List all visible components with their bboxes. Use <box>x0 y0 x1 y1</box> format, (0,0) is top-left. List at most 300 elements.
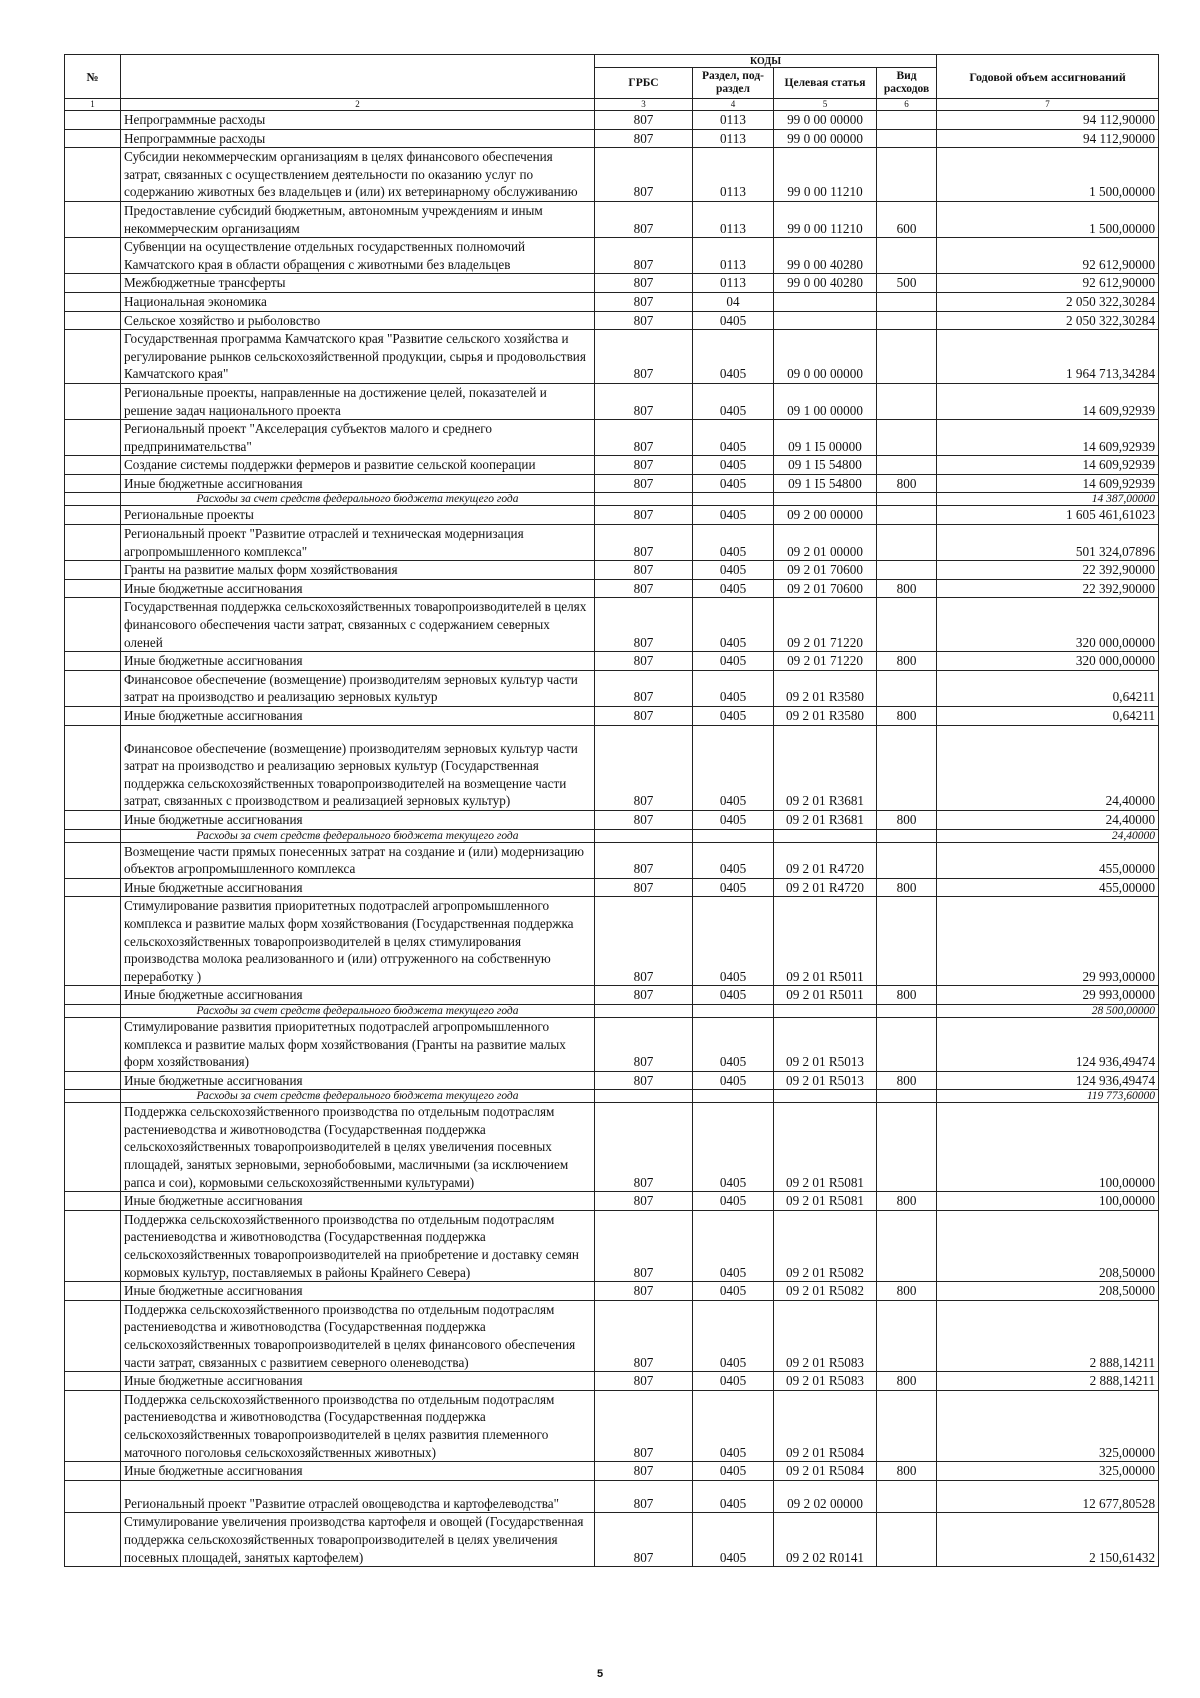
expense-kind-cell <box>877 111 937 130</box>
expense-kind-cell: 800 <box>877 579 937 598</box>
expense-kind-cell <box>877 897 937 986</box>
table-row <box>65 1300 1159 1371</box>
expense-kind-cell: 800 <box>877 810 937 829</box>
amount-cell: 100,00000 <box>937 1103 1159 1192</box>
grbs-cell: 807 <box>595 506 693 525</box>
federal-budget-subrow <box>65 493 1159 506</box>
expense-kind-cell: 800 <box>877 878 937 897</box>
num-cell <box>65 707 121 726</box>
expense-name-cell: Расходы за счет средств федерального бюджета текущего года <box>121 493 595 506</box>
col-header-grbs: ГРБС <box>595 68 693 99</box>
expense-name-cell: Иные бюджетные ассигнования <box>121 707 595 726</box>
num-cell <box>65 383 121 419</box>
expense-name-cell: Национальная экономика <box>121 292 595 311</box>
col-number: 5 <box>774 99 877 111</box>
expense-kind-cell <box>877 383 937 419</box>
num-cell <box>65 1192 121 1211</box>
expense-name-cell: Расходы за счет средств федерального бюджета текущего года <box>121 1090 595 1103</box>
expense-name-cell: Региональные проекты, направленные на достижение целей, показателей и решение задач национального проекта <box>121 383 595 419</box>
article-cell: 09 2 01 R4720 <box>774 878 877 897</box>
grbs-cell: 807 <box>595 383 693 419</box>
amount-cell: 14 609,92939 <box>937 474 1159 493</box>
article-cell: 09 2 02 00000 <box>774 1480 877 1513</box>
article-cell <box>774 829 877 842</box>
col-number: 6 <box>877 99 937 111</box>
article-cell: 09 1 I5 00000 <box>774 420 877 456</box>
section-cell: 0113 <box>693 238 774 274</box>
amount-cell: 1 605 461,61023 <box>937 506 1159 525</box>
section-cell: 0405 <box>693 579 774 598</box>
expense-name-cell: Субсидии некоммерческим организациям в целях финансового обеспечения затрат, связанных с осуществлением деятельности по оказанию услуг по содержанию животных без владельцев и (или) их ветеринарному обслуживанию <box>121 148 595 202</box>
grbs-cell: 807 <box>595 598 693 652</box>
expense-name-cell: Государственная программа Камчатского края "Развитие сельского хозяйства и регулирование рынков сельскохозяйственной продукции, сырья и продовольствия Камчатского края" <box>121 330 595 384</box>
expense-name-cell: Гранты на развитие малых форм хозяйствования <box>121 561 595 580</box>
table-row <box>65 1390 1159 1461</box>
num-cell <box>65 474 121 493</box>
section-cell: 04 <box>693 292 774 311</box>
amount-cell: 455,00000 <box>937 842 1159 878</box>
table-row <box>65 878 1159 897</box>
section-cell: 0405 <box>693 1300 774 1371</box>
article-cell: 09 2 01 R4720 <box>774 842 877 878</box>
grbs-cell: 807 <box>595 148 693 202</box>
num-cell <box>65 561 121 580</box>
expense-name-cell: Поддержка сельскохозяйственного производства по отдельным подотраслям растениеводства и животноводства (Государственная поддержка сельскохозяйственных товаропроизводителей в целях финансового обеспечения части затрат, связанных с развитием северного оленеводства) <box>121 1300 595 1371</box>
table-row <box>65 1210 1159 1281</box>
expense-name-cell: Иные бюджетные ассигнования <box>121 474 595 493</box>
expense-kind-cell: 800 <box>877 652 937 671</box>
expense-name-cell: Стимулирование развития приоритетных подотраслей агропромышленного комплекса и развитие малых форм хозяйствования (Гранты на развитие малых форм хозяйствования) <box>121 1017 595 1071</box>
expense-name-cell: Субвенции на осуществление отдельных государственных полномочий Камчатского края в области обращения с животными без владельцев <box>121 238 595 274</box>
article-cell: 09 2 01 R3681 <box>774 810 877 829</box>
expense-name-cell: Предоставление субсидий бюджетным, автономным учреждениям и иным некоммерческим организациям <box>121 201 595 237</box>
amount-cell: 2 888,14211 <box>937 1372 1159 1391</box>
section-cell: 0405 <box>693 383 774 419</box>
table-body <box>65 111 1159 1567</box>
amount-cell: 94 112,90000 <box>937 129 1159 148</box>
article-cell: 09 2 01 R5083 <box>774 1300 877 1371</box>
col-header-volume: Годовой объем ассигнований <box>937 55 1159 99</box>
section-cell: 0405 <box>693 1462 774 1481</box>
col-number: 1 <box>65 99 121 111</box>
table-row <box>65 1017 1159 1071</box>
grbs-cell: 807 <box>595 238 693 274</box>
section-cell: 0113 <box>693 148 774 202</box>
federal-budget-subrow <box>65 829 1159 842</box>
table-row <box>65 725 1159 810</box>
expense-name-cell: Региональные проекты <box>121 506 595 525</box>
table-row <box>65 525 1159 561</box>
amount-cell: 24,40000 <box>937 725 1159 810</box>
grbs-cell: 807 <box>595 201 693 237</box>
budget-table-sheet <box>64 54 1158 1567</box>
section-cell: 0405 <box>693 561 774 580</box>
article-cell: 09 0 00 00000 <box>774 330 877 384</box>
col-header-section: Раздел, под-раздел <box>693 68 774 99</box>
table-row <box>65 292 1159 311</box>
article-cell: 09 2 01 R3580 <box>774 670 877 706</box>
amount-cell: 2 888,14211 <box>937 1300 1159 1371</box>
section-cell: 0405 <box>693 1192 774 1211</box>
section-cell: 0405 <box>693 810 774 829</box>
expense-name-cell: Непрограммные расходы <box>121 111 595 130</box>
num-cell <box>65 238 121 274</box>
expense-name-cell: Возмещение части прямых понесенных затрат на создание и (или) модернизацию объектов агропромышленного комплекса <box>121 842 595 878</box>
expense-kind-cell <box>877 1004 937 1017</box>
expense-kind-cell <box>877 420 937 456</box>
amount-cell: 2 050 322,30284 <box>937 292 1159 311</box>
grbs-cell: 807 <box>595 456 693 475</box>
grbs-cell: 807 <box>595 1071 693 1090</box>
num-cell <box>65 456 121 475</box>
article-cell <box>774 1090 877 1103</box>
num-cell <box>65 201 121 237</box>
table-row <box>65 1282 1159 1301</box>
expense-kind-cell: 800 <box>877 1192 937 1211</box>
expense-kind-cell <box>877 1300 937 1371</box>
table-row <box>65 707 1159 726</box>
num-cell <box>65 129 121 148</box>
table-row <box>65 420 1159 456</box>
num-cell <box>65 670 121 706</box>
table-row <box>65 842 1159 878</box>
section-cell: 0405 <box>693 456 774 475</box>
col-header-num: № <box>65 55 121 99</box>
expense-name-cell: Иные бюджетные ассигнования <box>121 1071 595 1090</box>
grbs-cell: 807 <box>595 474 693 493</box>
amount-cell: 208,50000 <box>937 1210 1159 1281</box>
section-cell: 0113 <box>693 201 774 237</box>
expense-kind-cell <box>877 1513 937 1567</box>
num-cell <box>65 274 121 293</box>
amount-cell: 124 936,49474 <box>937 1071 1159 1090</box>
expense-name-cell: Региональный проект "Развитие отраслей овощеводства и картофелеводства" <box>121 1480 595 1513</box>
expense-name-cell: Поддержка сельскохозяйственного производства по отдельным подотраслям растениеводства и животноводства (Государственная поддержка сельскохозяйственных товаропроизводителей в целях развития племенного маточного поголовья сельскохозяйственных животных) <box>121 1390 595 1461</box>
expense-kind-cell: 800 <box>877 1282 937 1301</box>
grbs-cell: 807 <box>595 1300 693 1371</box>
section-cell: 0113 <box>693 274 774 293</box>
col-header-name <box>121 55 595 99</box>
num-cell <box>65 598 121 652</box>
amount-cell: 0,64211 <box>937 670 1159 706</box>
num-cell <box>65 1513 121 1567</box>
grbs-cell: 807 <box>595 810 693 829</box>
expense-name-cell: Расходы за счет средств федерального бюджета текущего года <box>121 1004 595 1017</box>
amount-cell: 24,40000 <box>937 829 1159 842</box>
expense-name-cell: Поддержка сельскохозяйственного производства по отдельным подотраслям растениеводства и животноводства (Государственная поддержка сельскохозяйственных товаропроизводителей на приобретение и доставку семян кормовых культур, поставляемых в районы Крайнего Севера) <box>121 1210 595 1281</box>
article-cell: 09 2 01 00000 <box>774 525 877 561</box>
amount-cell: 94 112,90000 <box>937 111 1159 130</box>
amount-cell: 320 000,00000 <box>937 652 1159 671</box>
expense-kind-cell <box>877 493 937 506</box>
table-row <box>65 1071 1159 1090</box>
table-row <box>65 1462 1159 1481</box>
article-cell: 09 2 01 R5084 <box>774 1390 877 1461</box>
num-cell <box>65 1282 121 1301</box>
expense-kind-cell <box>877 525 937 561</box>
section-cell: 0405 <box>693 842 774 878</box>
num-cell <box>65 1090 121 1103</box>
section-cell: 0113 <box>693 129 774 148</box>
amount-cell: 2 050 322,30284 <box>937 311 1159 330</box>
num-cell <box>65 420 121 456</box>
table-row <box>65 111 1159 130</box>
article-cell: 09 2 01 R5082 <box>774 1210 877 1281</box>
table-row <box>65 274 1159 293</box>
amount-cell: 320 000,00000 <box>937 598 1159 652</box>
amount-cell: 92 612,90000 <box>937 274 1159 293</box>
table-row <box>65 238 1159 274</box>
amount-cell: 0,64211 <box>937 707 1159 726</box>
expense-kind-cell <box>877 1103 937 1192</box>
num-cell <box>65 1004 121 1017</box>
grbs-cell: 807 <box>595 1462 693 1481</box>
expense-kind-cell: 800 <box>877 474 937 493</box>
table-row <box>65 561 1159 580</box>
grbs-cell <box>595 829 693 842</box>
grbs-cell: 807 <box>595 1103 693 1192</box>
table-row <box>65 897 1159 986</box>
grbs-cell: 807 <box>595 1513 693 1567</box>
table-row <box>65 311 1159 330</box>
table-row <box>65 1480 1159 1513</box>
table-row <box>65 670 1159 706</box>
col-header-article: Целевая статья <box>774 68 877 99</box>
amount-cell: 124 936,49474 <box>937 1017 1159 1071</box>
amount-cell: 22 392,90000 <box>937 579 1159 598</box>
expense-name-cell: Иные бюджетные ассигнования <box>121 986 595 1005</box>
amount-cell: 119 773,60000 <box>937 1090 1159 1103</box>
amount-cell: 455,00000 <box>937 878 1159 897</box>
expense-kind-cell <box>877 311 937 330</box>
expense-name-cell: Расходы за счет средств федерального бюджета текущего года <box>121 829 595 842</box>
grbs-cell: 807 <box>595 1192 693 1211</box>
section-cell: 0405 <box>693 506 774 525</box>
section-cell: 0405 <box>693 598 774 652</box>
expense-kind-cell <box>877 829 937 842</box>
section-cell <box>693 493 774 506</box>
article-cell: 09 2 01 71220 <box>774 598 877 652</box>
expense-name-cell: Иные бюджетные ассигнования <box>121 579 595 598</box>
grbs-cell <box>595 1090 693 1103</box>
article-cell: 09 2 01 R5013 <box>774 1017 877 1071</box>
amount-cell: 2 150,61432 <box>937 1513 1159 1567</box>
article-cell: 09 2 01 R5013 <box>774 1071 877 1090</box>
amount-cell: 14 609,92939 <box>937 383 1159 419</box>
expense-name-cell: Иные бюджетные ассигнования <box>121 1372 595 1391</box>
article-cell: 99 0 00 00000 <box>774 111 877 130</box>
grbs-cell: 807 <box>595 707 693 726</box>
article-cell: 99 0 00 40280 <box>774 238 877 274</box>
amount-cell: 325,00000 <box>937 1462 1159 1481</box>
expense-kind-cell: 600 <box>877 201 937 237</box>
num-cell <box>65 493 121 506</box>
expense-kind-cell: 800 <box>877 1071 937 1090</box>
num-cell <box>65 986 121 1005</box>
table-row <box>65 148 1159 202</box>
amount-cell: 92 612,90000 <box>937 238 1159 274</box>
num-cell <box>65 311 121 330</box>
section-cell: 0405 <box>693 707 774 726</box>
budget-table <box>64 54 1159 1567</box>
amount-cell: 28 500,00000 <box>937 1004 1159 1017</box>
column-numbers-row <box>65 99 1159 111</box>
amount-cell: 14 609,92939 <box>937 420 1159 456</box>
expense-kind-cell <box>877 506 937 525</box>
expense-name-cell: Иные бюджетные ассигнования <box>121 878 595 897</box>
section-cell: 0405 <box>693 1210 774 1281</box>
section-cell: 0113 <box>693 111 774 130</box>
article-cell: 09 2 01 R5081 <box>774 1103 877 1192</box>
table-row <box>65 1103 1159 1192</box>
num-cell <box>65 842 121 878</box>
expense-kind-cell: 800 <box>877 1462 937 1481</box>
section-cell: 0405 <box>693 330 774 384</box>
section-cell <box>693 829 774 842</box>
expense-kind-cell <box>877 561 937 580</box>
article-cell: 99 0 00 11210 <box>774 148 877 202</box>
section-cell: 0405 <box>693 420 774 456</box>
section-cell: 0405 <box>693 474 774 493</box>
table-row <box>65 330 1159 384</box>
num-cell <box>65 579 121 598</box>
expense-kind-cell <box>877 148 937 202</box>
grbs-cell: 807 <box>595 1210 693 1281</box>
expense-name-cell: Стимулирование развития приоритетных подотраслей агропромышленного комплекса и развитие малых форм хозяйствования (Государственная поддержка сельскохозяйственных товаропроизводителей в целях стимулирования производства молока реализованного и (или) отгруженного на собственную переработку ) <box>121 897 595 986</box>
expense-name-cell: Иные бюджетные ассигнования <box>121 1282 595 1301</box>
federal-budget-subrow <box>65 1090 1159 1103</box>
table-row <box>65 810 1159 829</box>
expense-kind-cell <box>877 1210 937 1281</box>
num-cell <box>65 292 121 311</box>
amount-cell: 14 387,00000 <box>937 493 1159 506</box>
col-header-codes: КОДЫ <box>595 55 937 68</box>
expense-kind-cell <box>877 292 937 311</box>
num-cell <box>65 111 121 130</box>
num-cell <box>65 652 121 671</box>
table-row <box>65 1513 1159 1567</box>
num-cell <box>65 897 121 986</box>
grbs-cell: 807 <box>595 1282 693 1301</box>
expense-kind-cell <box>877 725 937 810</box>
article-cell: 09 2 01 R5083 <box>774 1372 877 1391</box>
table-row <box>65 1192 1159 1211</box>
col-header-kind: Вид расходов <box>877 68 937 99</box>
section-cell: 0405 <box>693 897 774 986</box>
num-cell <box>65 148 121 202</box>
table-row <box>65 579 1159 598</box>
expense-kind-cell: 800 <box>877 986 937 1005</box>
expense-name-cell: Непрограммные расходы <box>121 129 595 148</box>
num-cell <box>65 829 121 842</box>
col-number: 4 <box>693 99 774 111</box>
article-cell: 09 2 01 70600 <box>774 579 877 598</box>
expense-name-cell: Стимулирование увеличения производства картофеля и овощей (Государственная поддержка сельскохозяйственных товаропроизводителей в целях увеличения посевных площадей, занятых картофелем) <box>121 1513 595 1567</box>
article-cell: 09 2 01 R5081 <box>774 1192 877 1211</box>
num-cell <box>65 1372 121 1391</box>
grbs-cell: 807 <box>595 986 693 1005</box>
article-cell <box>774 292 877 311</box>
num-cell <box>65 1071 121 1090</box>
grbs-cell: 807 <box>595 1390 693 1461</box>
section-cell: 0405 <box>693 1480 774 1513</box>
grbs-cell: 807 <box>595 1017 693 1071</box>
article-cell: 09 1 I5 54800 <box>774 456 877 475</box>
expense-kind-cell: 500 <box>877 274 937 293</box>
article-cell: 09 2 00 00000 <box>774 506 877 525</box>
amount-cell: 1 500,00000 <box>937 148 1159 202</box>
expense-name-cell: Региональный проект "Развитие отраслей и техническая модернизация агропромышленного комплекса" <box>121 525 595 561</box>
article-cell <box>774 311 877 330</box>
article-cell <box>774 493 877 506</box>
expense-kind-cell <box>877 1390 937 1461</box>
article-cell: 99 0 00 40280 <box>774 274 877 293</box>
section-cell: 0405 <box>693 652 774 671</box>
section-cell: 0405 <box>693 1390 774 1461</box>
article-cell: 09 2 01 R5011 <box>774 986 877 1005</box>
num-cell <box>65 525 121 561</box>
amount-cell: 100,00000 <box>937 1192 1159 1211</box>
section-cell <box>693 1090 774 1103</box>
table-row <box>65 652 1159 671</box>
col-number: 2 <box>121 99 595 111</box>
section-cell: 0405 <box>693 1513 774 1567</box>
grbs-cell: 807 <box>595 670 693 706</box>
table-row <box>65 598 1159 652</box>
article-cell: 09 2 01 R5082 <box>774 1282 877 1301</box>
article-cell: 09 2 01 71220 <box>774 652 877 671</box>
article-cell: 09 2 01 R3580 <box>774 707 877 726</box>
article-cell: 09 2 02 R0141 <box>774 1513 877 1567</box>
expense-kind-cell <box>877 670 937 706</box>
num-cell <box>65 725 121 810</box>
grbs-cell: 807 <box>595 897 693 986</box>
section-cell: 0405 <box>693 311 774 330</box>
col-number: 3 <box>595 99 693 111</box>
expense-kind-cell <box>877 129 937 148</box>
amount-cell: 208,50000 <box>937 1282 1159 1301</box>
table-row <box>65 456 1159 475</box>
amount-cell: 29 993,00000 <box>937 986 1159 1005</box>
section-cell: 0405 <box>693 986 774 1005</box>
article-cell: 09 2 01 70600 <box>774 561 877 580</box>
grbs-cell: 807 <box>595 525 693 561</box>
expense-kind-cell <box>877 842 937 878</box>
article-cell: 99 0 00 11210 <box>774 201 877 237</box>
section-cell: 0405 <box>693 525 774 561</box>
num-cell <box>65 1017 121 1071</box>
grbs-cell: 807 <box>595 420 693 456</box>
article-cell: 09 1 00 00000 <box>774 383 877 419</box>
amount-cell: 24,40000 <box>937 810 1159 829</box>
amount-cell: 22 392,90000 <box>937 561 1159 580</box>
expense-name-cell: Иные бюджетные ассигнования <box>121 1462 595 1481</box>
expense-name-cell: Поддержка сельскохозяйственного производства по отдельным подотраслям растениеводства и животноводства (Государственная поддержка сельскохозяйственных товаропроизводителей в целях увеличения посевных площадей, занятых зерновыми, зернобобовыми, масличными (за исключением рапса и сои), кормовыми сельскохозяйственными культурами) <box>121 1103 595 1192</box>
amount-cell: 501 324,07896 <box>937 525 1159 561</box>
grbs-cell <box>595 493 693 506</box>
article-cell: 09 2 01 R5084 <box>774 1462 877 1481</box>
amount-cell: 325,00000 <box>937 1390 1159 1461</box>
num-cell <box>65 1480 121 1513</box>
grbs-cell: 807 <box>595 652 693 671</box>
table-row <box>65 129 1159 148</box>
expense-kind-cell <box>877 598 937 652</box>
table-row <box>65 201 1159 237</box>
grbs-cell: 807 <box>595 129 693 148</box>
page-number: 5 <box>596 1668 604 1680</box>
num-cell <box>65 810 121 829</box>
article-cell: 09 2 01 R5011 <box>774 897 877 986</box>
